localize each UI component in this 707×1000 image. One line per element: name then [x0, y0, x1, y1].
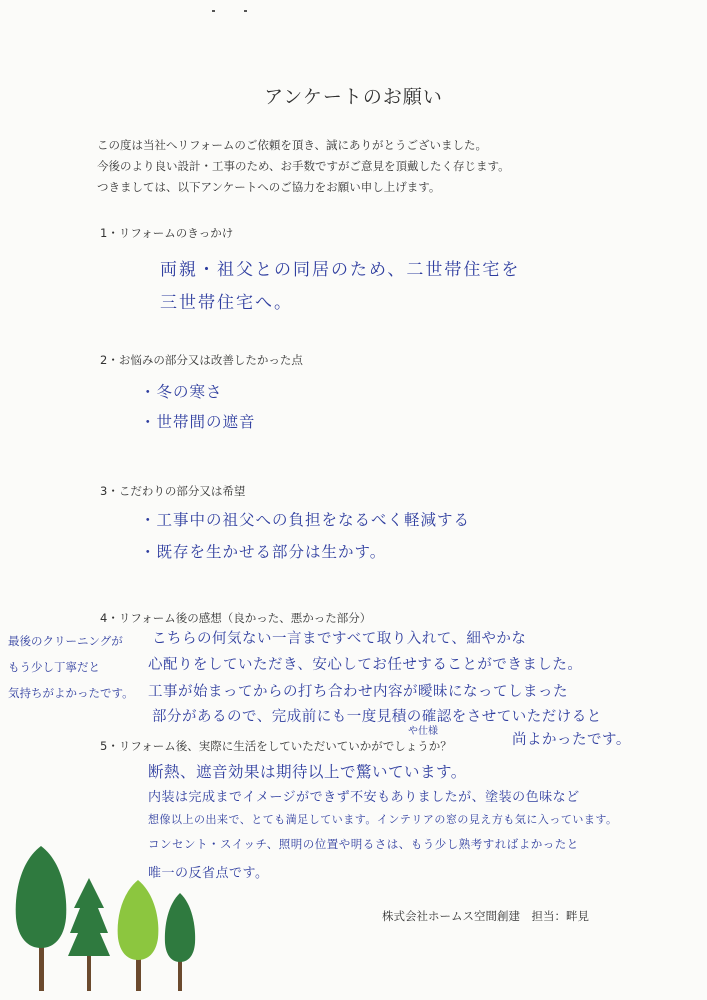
- page-title: アンケートのお願い: [264, 86, 443, 108]
- intro-line: この度は当社へリフォームのご依頼を頂き、誠にありがとうございました。: [97, 138, 487, 152]
- tree-icon: [165, 893, 195, 991]
- scan-speck: [244, 10, 247, 12]
- tree-icon: [68, 878, 110, 991]
- intro-text: [97, 135, 510, 198]
- answer-5-line: コンセント・スイッチ、照明の位置や明るさは、もう少し熟考すればよかったと: [148, 837, 579, 851]
- tree-icon: [16, 846, 67, 991]
- intro-line: つきましては、以下アンケートへのご協力をお願い申し上げます。: [97, 180, 441, 194]
- answer-5-line: 想像以上の出来で、とても満足しています。インテリアの窓の見え方も気に入っています。: [148, 813, 618, 826]
- company-footer: 株式会社ホームス空間創建 担当：畔見: [382, 909, 589, 923]
- intro-line: 今後のより良い設計・工事のため、お手数ですがご意見を頂戴したく存じます。: [97, 159, 510, 173]
- answer-2-line: ・世帯間の遮音: [140, 413, 256, 431]
- question-1-label: 1・リフォームのきっかけ: [100, 226, 234, 240]
- answer-5-line: 断熱、遮音効果は期待以上で驚いています。: [148, 763, 467, 781]
- answer-4-insert: や仕様: [408, 726, 438, 737]
- answer-5-line: 内装は完成までイメージができず不安もありましたが、塗装の色味など: [148, 790, 580, 805]
- side-note: [8, 628, 134, 706]
- answer-4-line: こちらの何気ない一言まですべて取り入れて、細やかな: [152, 631, 527, 647]
- question-4-label: 4・リフォーム後の感想（良かった、悪かった部分）: [100, 611, 372, 625]
- answer-2-line: ・冬の寒さ: [140, 383, 223, 401]
- tree-icon: [118, 880, 159, 991]
- question-5-label: 5・リフォーム後、実際に生活をしていただいていかがでしょうか？: [100, 739, 452, 753]
- side-note-line: もう少し丁寧だと: [8, 660, 100, 674]
- question-3-label: 3・こだわりの部分又は希望: [100, 484, 246, 498]
- scan-speck: [212, 10, 215, 12]
- answer-4-line: 工事が始まってからの打ち合わせ内容が曖昧になってしまった: [148, 684, 568, 700]
- side-note-line: 気持ちがよかったです。: [8, 686, 134, 700]
- answer-1-line: 両親・祖父との同居のため、二世帯住宅を: [160, 260, 521, 280]
- answer-3-line: ・既存を生かせる部分は生かす。: [140, 543, 387, 561]
- trees-illustration: [8, 838, 208, 993]
- answer-3-line: ・工事中の祖父への負担をなるべく軽減する: [140, 511, 471, 529]
- answer-1-line: 三世帯住宅へ。: [160, 293, 293, 313]
- answer-4-line: 部分があるので、完成前にも一度見積の確認をさせていただけると: [152, 709, 602, 725]
- answer-4-line: 心配りをしていただき、安心してお任せすることができました。: [148, 657, 583, 673]
- side-note-line: 最後のクリーニングが: [8, 634, 123, 648]
- answer-4-line: 尚よかったです。: [512, 732, 631, 748]
- question-2-label: 2・お悩みの部分又は改善したかった点: [100, 353, 303, 367]
- answer-5-line: 唯一の反省点です。: [148, 866, 269, 881]
